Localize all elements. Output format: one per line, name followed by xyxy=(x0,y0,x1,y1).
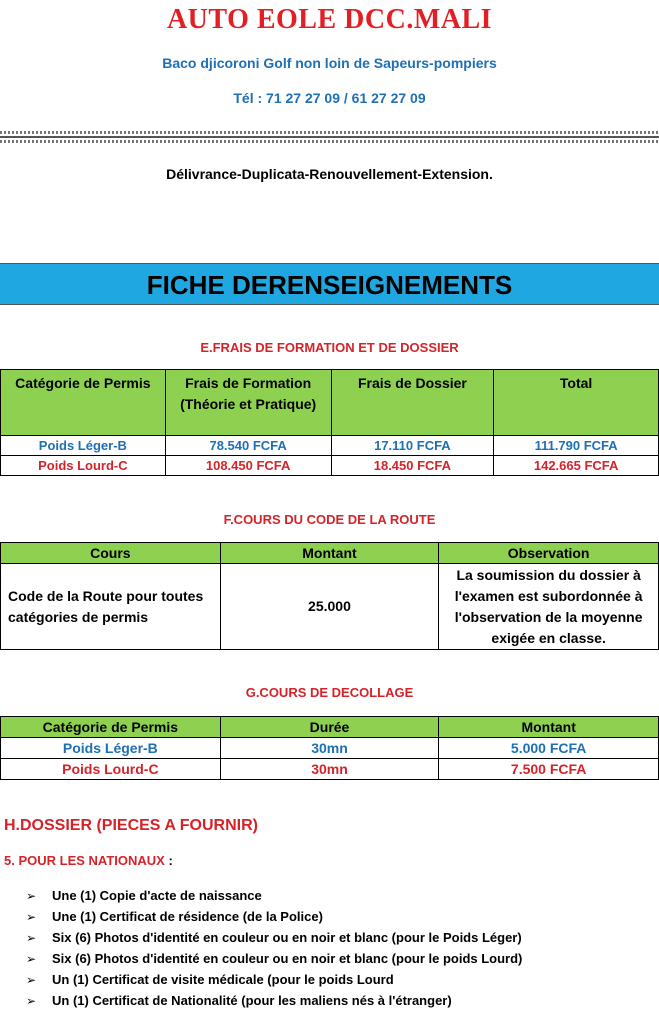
arrow-bullet-icon: ➢ xyxy=(26,973,37,987)
company-phone: Tél : 71 27 27 09 / 61 27 27 09 xyxy=(233,90,426,106)
cell-total: 142.665 FCFA xyxy=(494,456,659,476)
fees-table xyxy=(0,369,659,476)
takeoff-table xyxy=(0,716,659,780)
table-header-row xyxy=(1,370,659,436)
cell-amount: 25.000 xyxy=(220,564,439,650)
section-h-subtitle xyxy=(4,853,173,868)
header-category: Catégorie de Permis xyxy=(1,370,166,436)
list-item-text: Un (1) Certificat de visite médicale (pour le poids Lourd xyxy=(52,972,394,987)
cell-course: Code de la Route pour toutes catégories de permis xyxy=(1,564,221,650)
cell-file-fee: 18.450 FCFA xyxy=(331,456,494,476)
list-item-text: Un (1) Certificat de Nationalité (pour les maliens nés à l'étranger) xyxy=(52,993,452,1008)
section-h-title: H.DOSSIER (PIECES A FOURNIR) xyxy=(4,817,258,834)
company-address: Baco djicoroni Golf non loin de Sapeurs-pompiers xyxy=(162,55,497,71)
header-duration: Durée xyxy=(220,717,439,738)
subtitle-colon: : xyxy=(164,853,173,868)
cell-duration: 30mn xyxy=(220,759,439,780)
subtitle-text: 5. POUR LES NATIONAUX xyxy=(4,853,165,868)
header-category: Catégorie de Permis xyxy=(1,717,221,738)
table-header-row xyxy=(1,717,659,738)
header-amount: Montant xyxy=(439,717,659,738)
table-header-row xyxy=(1,543,659,564)
header-training-fees: Frais de Formation (Théorie et Pratique) xyxy=(165,370,331,436)
arrow-bullet-icon: ➢ xyxy=(26,910,37,924)
table-row xyxy=(1,564,659,650)
list-item xyxy=(26,969,522,990)
header-observation: Observation xyxy=(439,543,659,564)
company-title: AUTO EOLE DCC.MALI xyxy=(166,4,493,35)
form-banner-title: FICHE DERENSEIGNEMENTS xyxy=(146,270,513,300)
list-item-text: Six (6) Photos d'identité en couleur ou en noir et blanc (pour le poids Lourd) xyxy=(52,951,523,966)
section-f-title: F.COURS DU CODE DE LA ROUTE xyxy=(223,512,436,527)
road-code-table xyxy=(0,542,659,650)
cell-duration: 30mn xyxy=(220,738,439,759)
header-divider xyxy=(0,131,659,146)
list-item xyxy=(26,906,522,927)
table-row xyxy=(1,456,659,476)
documents-list xyxy=(26,885,522,1011)
header-course: Cours xyxy=(1,543,221,564)
list-item xyxy=(26,927,522,948)
arrow-bullet-icon: ➢ xyxy=(26,952,37,966)
list-item-text: Six (6) Photos d'identité en couleur ou en noir et blanc (pour le Poids Léger) xyxy=(52,930,522,945)
cell-file-fee: 17.110 FCFA xyxy=(331,436,494,456)
cell-category: Poids Léger-B xyxy=(1,436,166,456)
list-item xyxy=(26,990,522,1011)
list-item-text: Une (1) Certificat de résidence (de la Police) xyxy=(52,909,323,924)
arrow-bullet-icon: ➢ xyxy=(26,889,37,903)
table-row xyxy=(1,436,659,456)
header-total: Total xyxy=(494,370,659,436)
arrow-bullet-icon: ➢ xyxy=(26,931,37,945)
services-line: Délivrance-Duplicata-Renouvellement-Extension. xyxy=(166,166,493,182)
cell-amount: 5.000 FCFA xyxy=(439,738,659,759)
cell-category: Poids Lourd-C xyxy=(1,759,221,780)
section-g-title: G.COURS DE DECOLLAGE xyxy=(245,685,414,700)
cell-training-fee: 78.540 FCFA xyxy=(165,436,331,456)
cell-category: Poids Léger-B xyxy=(1,738,221,759)
list-item-text: Une (1) Copie d'acte de naissance xyxy=(52,888,262,903)
list-item xyxy=(26,885,522,906)
table-row xyxy=(1,738,659,759)
cell-amount: 7.500 FCFA xyxy=(439,759,659,780)
cell-observation: La soumission du dossier à l'examen est subordonnée à l'observation de la moyenne exigée en classe. xyxy=(439,564,659,650)
form-banner xyxy=(0,263,659,305)
cell-training-fee: 108.450 FCFA xyxy=(165,456,331,476)
table-row xyxy=(1,759,659,780)
section-e-title: E.FRAIS DE FORMATION ET DE DOSSIER xyxy=(200,340,459,355)
cell-total: 111.790 FCFA xyxy=(494,436,659,456)
list-item xyxy=(26,948,522,969)
cell-category: Poids Lourd-C xyxy=(1,456,166,476)
arrow-bullet-icon: ➢ xyxy=(26,994,37,1008)
header-amount: Montant xyxy=(220,543,439,564)
header-file-fees: Frais de Dossier xyxy=(331,370,494,436)
